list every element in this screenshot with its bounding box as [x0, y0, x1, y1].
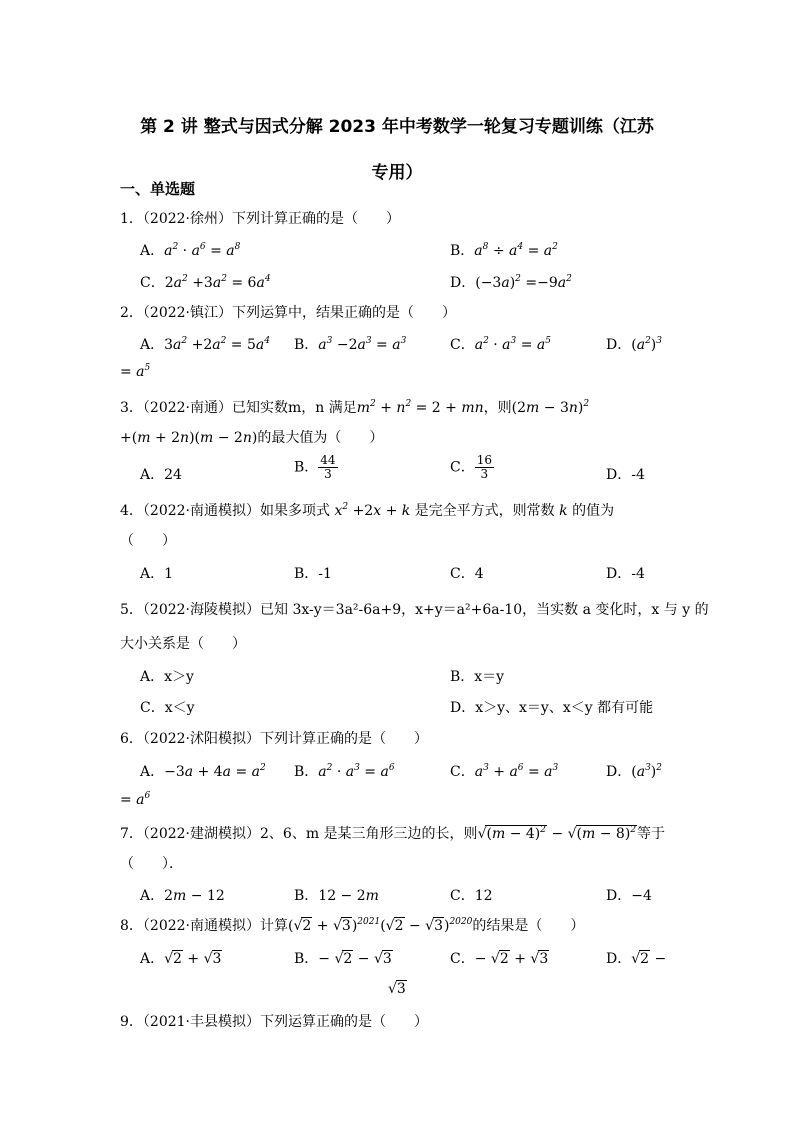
q4-option-c: C．4	[450, 566, 484, 582]
q2-option-a: A．$3a^2 +2a^2 = 5a^4$	[140, 336, 270, 353]
q3-option-d: D．-4	[606, 467, 645, 483]
q3-text-b: ，则	[483, 400, 512, 416]
q1-number: 1．	[120, 211, 143, 227]
q1-option-a: A．$a^2 \cdot a^6 = a^8$	[140, 242, 241, 259]
q9-text: 下列运算正确的是（ ）	[260, 1014, 429, 1030]
question-3-line-2: +(m + 2n)(m − 2n)的最大值为（ ）	[120, 430, 384, 446]
q4-number: 4．	[120, 503, 143, 519]
q7-text-a: 2、6、m 是某三角形三边的长，则	[260, 826, 478, 842]
q2-number: 2．	[120, 305, 143, 321]
q2-option-d-continued: = $a^5$	[120, 363, 151, 380]
q1-option-d: D．$(-3a)^2 =-9a^2$	[450, 274, 572, 291]
q8-option-d-continued: √3	[388, 981, 406, 997]
q3-option-b: B． $\frac{44}{3}$	[294, 453, 336, 481]
question-7: 7．（2022·建湖模拟）2、6、m 是某三角形三边的长，则$√(m - 4)^2 - √(m - 8)^2$等于	[120, 825, 666, 842]
q8-option-a: A．√2 + √3	[140, 951, 222, 967]
q6-option-d-continued: = $a^6$	[120, 791, 151, 808]
question-9	[120, 1011, 680, 1031]
q8-option-c: C．− √2 + √3	[450, 951, 549, 967]
q7-option-c: C．12	[450, 888, 493, 904]
q6-text: 下列计算正确的是（ ）	[260, 731, 429, 747]
q6-option-b: B．$a^2 \cdot a^3 = a^6$	[294, 763, 395, 780]
q7-paren: （ ）．	[120, 856, 183, 872]
q5-option-a: A．x＞y	[140, 669, 194, 685]
q4-paren: （ ）	[120, 533, 176, 549]
q1-source: （2022·徐州）	[142, 211, 233, 227]
q6-source: （2022·沭阳模拟）	[142, 731, 261, 747]
title-line-1: 第 2 讲 整式与因式分解 2023 年中考数学一轮复习专题训练（江苏	[140, 117, 654, 137]
q4-text-a: 如果多项式	[260, 503, 335, 519]
question-4: 4．（2022·南通模拟）如果多项式 $x^2 +2x + k$ 是完全平方式，则常数 k 的值为	[120, 502, 615, 519]
q7-option-a: A．2m − 12	[140, 888, 225, 904]
q4-source: （2022·南通模拟）	[142, 503, 261, 519]
q3-option-a: A．24	[140, 467, 182, 483]
q3-text-c: 的最大值为（ ）	[257, 430, 384, 446]
q2-option-c: C．$a^2 \cdot a^3 = a^5$	[450, 336, 551, 353]
question-2	[120, 302, 680, 322]
q6-number: 6．	[120, 731, 143, 747]
q2-text: 下列运算中，结果正确的是（ ）	[232, 305, 457, 321]
q5-number: 5．	[120, 602, 143, 618]
q3-text-a: 已知实数m，n 满足	[232, 400, 357, 416]
question-3: 3．（2022·南通）已知实数m，n 满足$m^2 + n^2 = 2$ + mn，则$(2m - 3n)^2$	[120, 399, 590, 416]
q8-option-d: D．√2 −	[606, 951, 667, 967]
q1-text: 下列计算正确的是（ ）	[232, 211, 401, 227]
q7-option-b: B．12 − 2m	[294, 888, 379, 904]
q4-option-b: B．-1	[294, 566, 332, 582]
question-1	[120, 208, 680, 228]
q6-option-a: A．$-3a + 4a = a^2$	[140, 763, 266, 780]
q8-text-b: 的结果是（ ）	[472, 918, 585, 934]
title-line-2: 专用）	[371, 163, 423, 183]
q1-option-b: B．$a^8 \div a^4 = a^2$	[450, 242, 558, 259]
question-5	[120, 599, 709, 619]
q2-option-b: B．$a^3 -2a^3 = a^3$	[294, 336, 407, 353]
q9-number: 9．	[120, 1014, 143, 1030]
q7-option-d: D．−4	[606, 888, 652, 904]
q6-option-d: D．$(a^3)^2$	[606, 763, 662, 780]
q3-number: 3．	[120, 400, 143, 416]
q5-option-c: C．x＜y	[140, 700, 195, 716]
q1-option-c: C．$2a^2 +3a^2 = 6a^4$	[140, 274, 271, 291]
q8-text-a: 计算	[260, 918, 289, 934]
q3-source: （2022·南通）	[142, 400, 233, 416]
question-6	[120, 728, 680, 748]
q5-option-d: D．x＞y、x＝y、x＜y 都有可能	[450, 700, 654, 716]
q4-option-a: A．1	[140, 566, 174, 582]
question-8: 8．（2022·南通模拟）计算$(√2 + √3)^{2021}(√2 - √3)^{2020}$的结果是（ ）	[120, 917, 585, 934]
q8-source: （2022·南通模拟）	[142, 918, 261, 934]
q5-text-2: 大小关系是（ ）	[120, 636, 246, 652]
q8-option-b: B．− √2 − √3	[294, 951, 392, 967]
q7-number: 7．	[120, 826, 143, 842]
q2-option-d: D．$(a^2)^3$	[606, 336, 662, 353]
q9-source: （2021·丰县模拟）	[142, 1014, 261, 1030]
q5-source: （2022·海陵模拟）	[142, 602, 261, 618]
q7-source: （2022·建湖模拟）	[142, 826, 261, 842]
q2-source: （2022·镇江）	[142, 305, 233, 321]
q5-option-b: B．x＝y	[450, 669, 505, 685]
q8-number: 8．	[120, 918, 143, 934]
q6-option-c: C．$a^3 + a^6 = a^3$	[450, 763, 559, 780]
q5-text: 已知 3x-y＝3a²-6a+9，x+y＝a²+6a-10，当实数 a 变化时，x 与 y 的	[260, 602, 709, 618]
q3-option-c: C． $\frac{16}{3}$	[450, 453, 492, 481]
q4-text-c: 的值为	[567, 503, 615, 519]
q4-option-d: D．-4	[606, 566, 645, 582]
q7-text-b: 等于	[637, 826, 666, 842]
section-heading: 一、单选题	[120, 180, 196, 198]
q4-text-b: 是完全平方式，则常数	[410, 503, 560, 519]
